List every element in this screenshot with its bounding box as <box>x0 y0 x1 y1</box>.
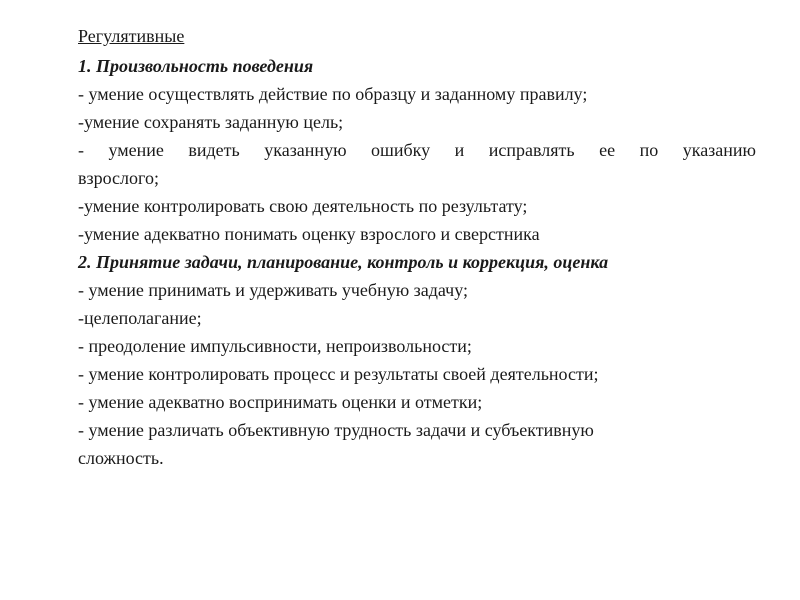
list-item: -целеполагание; <box>78 308 202 328</box>
slide-content <box>78 22 756 470</box>
list-item: - умение адекватно воспринимать оценки и отметки; <box>78 392 483 412</box>
list-item: - умение принимать и удерживать учебную задачу; <box>78 280 468 300</box>
list-item: -умение адекватно понимать оценку взрослого и сверстника <box>78 224 540 244</box>
list-item: - преодоление импульсивности, непроизвольности; <box>78 336 472 356</box>
section-title: 1. Произвольность поведения <box>78 56 314 76</box>
list-item: - умение осуществлять действие по образцу и заданному правилу; <box>78 84 588 104</box>
list-item: - умение различать объективную трудность задачи и субъективную <box>78 420 594 440</box>
list-item: - умение контролировать процесс и результаты своей деятельности; <box>78 364 599 384</box>
list-item: - умение видеть указанную ошибку и исправлять ее по указанию <box>78 140 756 160</box>
slide-heading: Регулятивные <box>78 26 185 46</box>
section-title: 2. Принятие задачи, планирование, контроль и коррекция, оценка <box>78 252 609 272</box>
list-item-continuation: взрослого; <box>78 168 159 188</box>
list-item: -умение сохранять заданную цель; <box>78 112 344 132</box>
list-item-continuation: сложность. <box>78 448 164 468</box>
list-item: -умение контролировать свою деятельность по результату; <box>78 196 528 216</box>
